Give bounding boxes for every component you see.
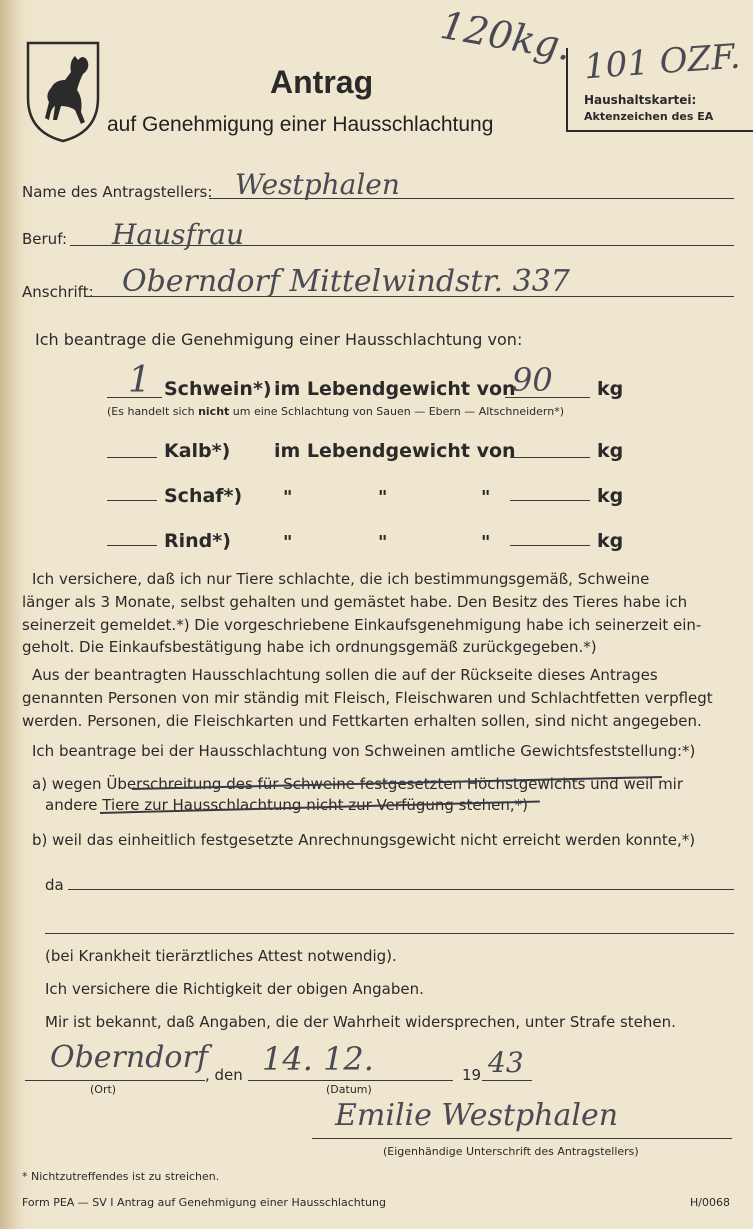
applicant-signature: Emilie Westphalen bbox=[335, 1098, 619, 1133]
place-handwriting: Oberndorf bbox=[50, 1040, 208, 1075]
sheep-ditto-2: " bbox=[378, 487, 388, 508]
form-subtitle: auf Genehmigung einer Hausschlachtung bbox=[107, 113, 494, 136]
penalty-awareness: Mir ist bekannt, daß Angaben, die der Wahrheit widersprechen, unter Strafe stehen. bbox=[45, 1013, 676, 1031]
weight-note-handwriting: 120kg. bbox=[437, 2, 575, 70]
sheep-count-line bbox=[107, 500, 157, 501]
calf-kg: kg bbox=[597, 440, 624, 462]
form-id: Form PEA — SV I Antrag auf Genehmigung einer Hausschlachtung bbox=[22, 1196, 386, 1209]
paragraph-1-line-1: Ich versichere, daß ich nur Tiere schlachte, die ich bestimmungsgemäß, Schweine bbox=[32, 570, 650, 588]
calf-weight-phrase: im Lebendgewicht von bbox=[274, 440, 516, 462]
reason-line-1 bbox=[68, 889, 734, 890]
pig-weight-handwriting: 90 bbox=[512, 361, 553, 399]
reason-label: da bbox=[45, 876, 64, 894]
occupation-label: Beruf: bbox=[22, 230, 67, 248]
pig-note: (Es handelt sich nicht um eine Schlachtung von Sauen — Ebern — Altschneidern*) bbox=[107, 405, 565, 418]
registry-number-handwriting: 101 OZF. bbox=[582, 36, 742, 88]
illness-note: (bei Krankheit tierärztliches Attest notwendig). bbox=[45, 947, 397, 965]
paragraph-2-line-1: Aus der beantragten Hausschlachtung sollen die auf der Rückseite dieses Antrages bbox=[32, 666, 658, 684]
pig-count-handwriting: 1 bbox=[128, 360, 151, 401]
calf-weight-line bbox=[510, 457, 590, 458]
paragraph-1-line-4: geholt. Die Einkaufsbestätigung habe ich ordnungsgemäß zurückgegeben.*) bbox=[22, 638, 597, 656]
place-line bbox=[25, 1080, 205, 1081]
year-line bbox=[482, 1080, 532, 1081]
footnote: * Nichtzutreffendes ist zu streichen. bbox=[22, 1170, 220, 1183]
date-separator: , den bbox=[205, 1066, 243, 1084]
cattle-ditto-3: " bbox=[481, 532, 491, 553]
registry-label: Haushaltskartei: bbox=[584, 93, 697, 107]
signature-line bbox=[312, 1138, 732, 1139]
cattle-ditto-1: " bbox=[283, 532, 293, 553]
date-caption: (Datum) bbox=[326, 1083, 372, 1096]
form-code: H/0068 bbox=[690, 1196, 730, 1209]
weight-determination-request: Ich beantrage bei der Hausschlachtung von Schweinen amtliche Gewichtsfeststellung:*) bbox=[32, 742, 696, 760]
year-handwriting: 43 bbox=[488, 1046, 524, 1079]
paragraph-2-line-3: werden. Personen, die Fleischkarten und Fettkarten erhalten sollen, sind nicht angegeben. bbox=[22, 712, 702, 730]
calf-count-line bbox=[107, 457, 157, 458]
registry-box-bottom-border bbox=[566, 130, 753, 132]
occupation-handwriting: Hausfrau bbox=[112, 218, 244, 251]
request-intro: Ich beantrage die Genehmigung einer Hausschlachtung von: bbox=[35, 330, 523, 349]
cattle-kg: kg bbox=[597, 530, 624, 552]
place-caption: (Ort) bbox=[90, 1083, 117, 1096]
address-label: Anschrift: bbox=[22, 283, 94, 301]
paragraph-1-line-2: länger als 3 Monate, selbst gehalten und gemästet habe. Den Besitz des Tieres habe ich bbox=[22, 593, 688, 611]
horse-coat-of-arms-icon bbox=[25, 40, 101, 144]
option-b: b) weil das einheitlich festgesetzte Anrechnungsgewicht nicht erreicht werden konnte,*) bbox=[32, 831, 696, 849]
paragraph-1-line-3: seinerzeit gemeldet.*) Die vorgeschriebene Einkaufsgenehmigung habe ich seinerzeit ein- bbox=[22, 616, 702, 634]
registry-sublabel: Aktenzeichen des EA bbox=[584, 110, 714, 123]
sheep-ditto-3: " bbox=[481, 487, 491, 508]
signature-caption: (Eigenhändige Unterschrift des Antragstellers) bbox=[383, 1145, 639, 1158]
pig-weight-phrase: im Lebendgewicht von bbox=[274, 378, 516, 400]
assurance-statement: Ich versichere die Richtigkeit der obigen Angaben. bbox=[45, 980, 424, 998]
option-a-line-2: andere Tiere zur Hausschlachtung nicht zur Verfügung stehen,*) bbox=[45, 796, 528, 814]
pig-label: Schwein*) bbox=[164, 378, 272, 400]
name-handwriting: Westphalen bbox=[235, 168, 400, 201]
cattle-weight-line bbox=[510, 545, 590, 546]
date-handwriting: 14. 12. bbox=[262, 1040, 374, 1078]
sheep-label: Schaf*) bbox=[164, 485, 243, 507]
calf-label: Kalb*) bbox=[164, 440, 231, 462]
sheep-weight-line bbox=[510, 500, 590, 501]
sheep-kg: kg bbox=[597, 485, 624, 507]
pig-kg: kg bbox=[597, 378, 624, 400]
date-line bbox=[248, 1080, 453, 1081]
cattle-count-line bbox=[107, 545, 157, 546]
cattle-ditto-2: " bbox=[378, 532, 388, 553]
form-title: Antrag bbox=[270, 64, 374, 100]
year-prefix: 19 bbox=[462, 1066, 482, 1084]
sheep-ditto-1: " bbox=[283, 487, 293, 508]
paragraph-2-line-2: genannten Personen von mir ständig mit Fleisch, Fleischwaren und Schlachtfetten verpflegt bbox=[22, 689, 713, 707]
address-handwriting: Oberndorf Mittelwindstr. 337 bbox=[122, 264, 570, 299]
cattle-label: Rind*) bbox=[164, 530, 231, 552]
name-label: Name des Antragstellers: bbox=[22, 183, 213, 201]
reason-line-2 bbox=[45, 933, 734, 934]
option-a-line-1: a) wegen Überschreitung des für Schweine festgesetzten Höchstgewichts und weil mir bbox=[32, 775, 684, 793]
